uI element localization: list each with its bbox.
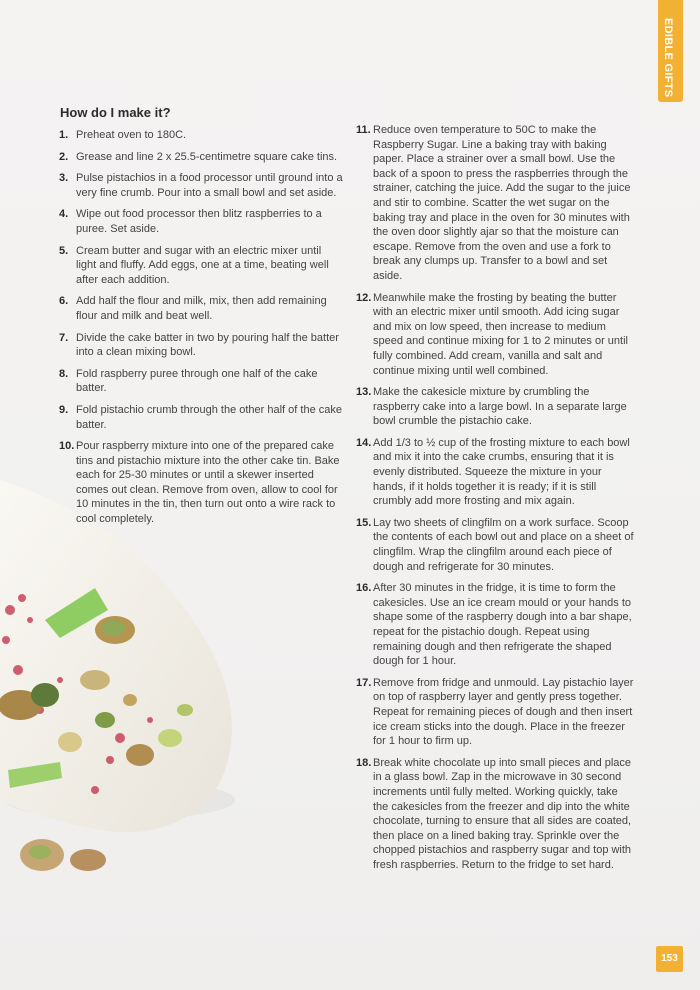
step-text: Fold raspberry puree through one half of the cake batter. <box>76 367 318 395</box>
step-text: Cream butter and sugar with an electric mixer until light and fluffy. Add eggs, one at a time, beating well after each addition. <box>76 244 329 286</box>
step-text: Reduce oven temperature to 50C to make the Raspberry Sugar. Line a baking tray with baking paper. Place a strainer over a small bowl. Use the back of a spoon to press the raspberries through the strainer, catching the juice. Add the sugar to the juice and stir to combine. Scatter the wet sugar on the baking tray and place in the oven for 30 minutes with the oven door slightly ajar so that the moisture can escape. Remove from the oven and use a fork to break any clumps up. Transfer to a bowl and set aside. <box>373 124 631 282</box>
step-item <box>59 207 344 236</box>
step-text: After 30 minutes in the fridge, it is time to form the cakesicles. Use an ice cream mould or your hands to shape some of the raspberry dough into a bar shape, repeat for the pistachio dough. Repeat using remaining dough and then refrigerate the shaped dough for 1 hour. <box>373 582 632 668</box>
step-number: 8. <box>59 367 69 380</box>
steps-column-right <box>356 123 636 880</box>
step-number: 17. <box>356 676 372 689</box>
step-number: 15. <box>356 516 372 529</box>
step-text: Pour raspberry mixture into one of the prepared cake tins and pistachio mixture into the other cake tin. Bake each for 25-30 minutes or until a skewer inserted comes out clean. Remove from oven, allow to cool for 10 minutes in the tin, then turn out onto a wire rack to cool completely. <box>76 440 340 526</box>
step-number: 7. <box>59 331 69 344</box>
step-item <box>59 439 344 527</box>
page-number: 153 <box>656 946 683 972</box>
step-item <box>59 294 344 323</box>
step-item <box>356 676 636 749</box>
step-text: Divide the cake batter in two by pouring half the batter into a clean mixing bowl. <box>76 331 339 359</box>
step-text: Add half the flour and milk, mix, then add remaining flour and milk and beat well. <box>76 295 327 322</box>
step-text: Grease and line 2 x 25.5-centimetre square cake tins. <box>76 150 338 163</box>
step-item <box>356 385 636 429</box>
step-number: 14. <box>356 436 372 449</box>
step-item <box>59 403 344 432</box>
step-number: 11. <box>356 124 371 136</box>
step-number: 4. <box>59 208 69 221</box>
step-number: 9. <box>59 403 69 416</box>
step-item <box>356 756 636 873</box>
step-item <box>59 150 344 165</box>
step-item <box>356 436 636 509</box>
step-item <box>356 516 636 574</box>
step-number: 1. <box>59 129 69 141</box>
section-heading: How do I make it? <box>60 105 171 120</box>
step-text: Add 1/3 to ½ cup of the frosting mixture to each bowl and mix it into the cake crumbs, ensuring that it is evenly distributed. Squeeze the mixture in your hands, if it holds together it is ready; if it is still crumbly add more frosting and mix again. <box>373 436 630 508</box>
step-text: Lay two sheets of clingfilm on a work surface. Scoop the contents of each bowl out and place on a sheet of clingfilm. Wrap the clingfilm around each piece of dough and refrigerate for 30 minutes. <box>373 516 634 573</box>
step-number: 13. <box>356 386 372 399</box>
step-number: 5. <box>59 244 69 257</box>
step-number: 18. <box>356 756 372 769</box>
step-item <box>59 171 344 200</box>
step-number: 10. <box>59 440 75 453</box>
step-item <box>59 331 344 360</box>
step-number: 12. <box>356 291 372 304</box>
step-item <box>356 581 636 669</box>
step-text: Meanwhile make the frosting by beating the butter with an electric mixer until smooth. Add icing sugar and mix on low speed, then increase to medium speed and continue mixing for 1 to 2 minutes or until fully combined. Add cream, vanilla and salt and continue mixing until well combined. <box>373 291 628 377</box>
step-text: Pulse pistachios in a food processor until ground into a very fine crumb. Pour into a small bowl and set aside. <box>76 172 343 199</box>
section-tab-label: EDIBLE GIFTS <box>662 18 674 98</box>
step-text: Remove from fridge and unmould. Lay pistachio layer on top of raspberry layer and gently press together. Repeat for remaining pieces of dough and then insert ice cream sticks into the dough. Place in the freezer for 1 hour to firm up. <box>373 676 634 748</box>
step-number: 6. <box>59 295 69 308</box>
step-text: Make the cakesicle mixture by crumbling the raspberry cake into a large bowl. In a separate large bowl crumble the pistachio cake. <box>373 386 627 428</box>
step-item <box>59 367 344 396</box>
step-text: Preheat oven to 180C. <box>76 129 187 141</box>
step-text: Wipe out food processor then blitz raspberries to a puree. Set aside. <box>76 208 322 235</box>
step-item <box>356 123 636 284</box>
step-text: Fold pistachio crumb through the other half of the cake batter. <box>76 403 342 431</box>
step-item <box>356 291 636 379</box>
step-item <box>59 128 344 143</box>
step-text: Break white chocolate up into small pieces and place in a glass bowl. Zap in the microwave in 30 second increments until fully melted. Working quickly, take the cakesicles from the freezer and dip into the white chocolate, turning to ensure that all sides are coated, then place on a lined baking tray. Sprinkle over the chopped pistachios and raspberry sugar and top with fresh raspberries. Return to the fridge to set hard. <box>373 756 632 871</box>
step-number: 16. <box>356 582 372 595</box>
step-item <box>59 244 344 288</box>
steps-column-left <box>59 128 344 534</box>
step-number: 2. <box>59 150 69 163</box>
section-tab <box>658 0 683 102</box>
step-number: 3. <box>59 172 69 185</box>
